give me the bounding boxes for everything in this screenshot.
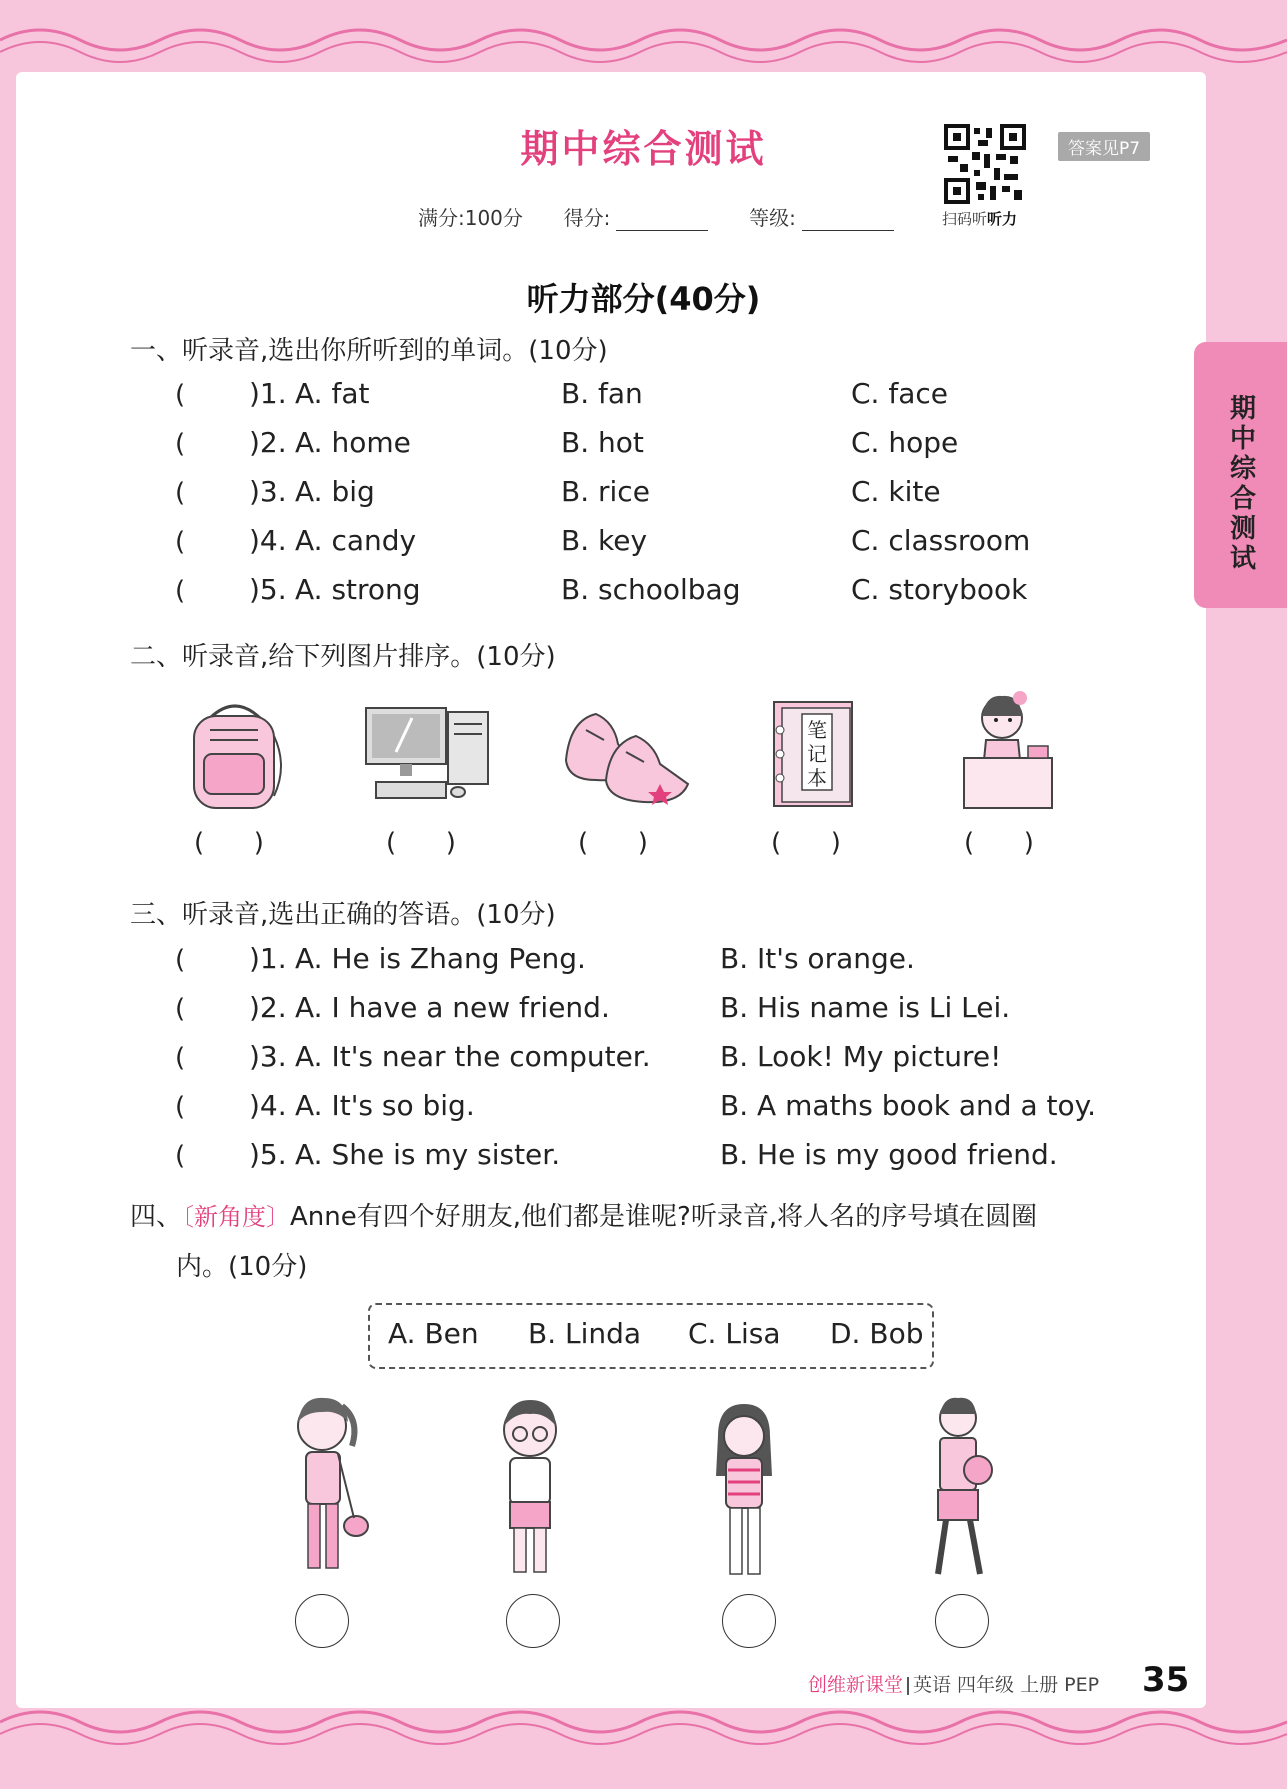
list-item: [175, 942, 915, 975]
item-number: )5.: [249, 573, 287, 606]
q1-heading: 一、听录音,选出你所听到的单词。(10分): [130, 336, 608, 366]
notebook-icon: [770, 700, 856, 810]
name-option: B. Linda: [528, 1317, 642, 1350]
option-a: A. fat: [295, 377, 370, 410]
option-a: A. I have a new friend.: [295, 991, 610, 1024]
item-number: )1.: [249, 377, 287, 410]
answer-circle[interactable]: [506, 1594, 560, 1648]
list-item: [175, 1040, 1002, 1073]
new-angle-tag: 〔新角度〕: [182, 1203, 291, 1231]
option-b: B. schoolbag: [561, 573, 741, 606]
boy-with-glasses-icon: [486, 1392, 576, 1592]
option-b: B. It's orange.: [720, 942, 915, 975]
option-b: B. His name is Li Lei.: [720, 991, 1011, 1024]
page-number: 35: [1142, 1660, 1190, 1700]
qr-caption: [942, 208, 1017, 229]
option-c: C. kite: [851, 475, 941, 508]
name-option: D. Bob: [830, 1317, 924, 1350]
list-item: [175, 573, 1028, 606]
qr-code-icon[interactable]: [944, 124, 1026, 204]
answer-paren[interactable]: (: [175, 1092, 186, 1122]
full-score-label: 满分:100分: [418, 206, 523, 230]
grade-blank[interactable]: [802, 210, 894, 231]
answer-circle[interactable]: [935, 1594, 989, 1648]
answer-paren[interactable]: ( ): [771, 828, 841, 858]
name-option: C. Lisa: [688, 1317, 781, 1350]
answer-paren[interactable]: ( ): [578, 828, 648, 858]
score-line: [418, 202, 894, 231]
option-c: C. hope: [851, 426, 959, 459]
option-a: A. It's near the computer.: [295, 1040, 651, 1073]
option-c: C. classroom: [851, 524, 1031, 557]
option-a: A. It's so big.: [295, 1089, 475, 1122]
footer-divider: [907, 1677, 909, 1695]
side-tab-label: 期中综合测试: [1229, 394, 1256, 574]
item-number: )5.: [249, 1138, 287, 1171]
answer-paren[interactable]: (: [175, 945, 186, 975]
answer-paren[interactable]: (: [175, 1141, 186, 1171]
answer-paren[interactable]: ( ): [386, 828, 456, 858]
score-label: 得分:: [563, 206, 611, 230]
q3-heading: 三、听录音,选出正确的答语。(10分): [130, 900, 556, 930]
girl-long-hair-icon: [700, 1396, 790, 1592]
q4-prefix: 四、: [130, 1202, 183, 1232]
name-option: A. Ben: [388, 1317, 479, 1350]
q4-line2: 内。(10分): [176, 1252, 308, 1282]
boy-with-basketball-icon: [918, 1390, 1008, 1590]
option-b: B. rice: [561, 475, 650, 508]
item-number: )2.: [249, 991, 287, 1024]
answer-paren[interactable]: (: [175, 380, 186, 410]
page-title: 期中综合测试: [520, 127, 767, 171]
list-item: [175, 426, 959, 459]
list-item: [175, 524, 1031, 557]
footer-brand: 创维新课堂: [808, 1674, 904, 1696]
footer-info: 英语 四年级 上册 PEP: [913, 1674, 1100, 1696]
footer: [808, 1670, 1099, 1697]
item-number: )1.: [249, 942, 287, 975]
answer-paren[interactable]: (: [175, 478, 186, 508]
name-options-box: [368, 1303, 934, 1369]
q4-heading: [130, 1196, 1170, 1233]
item-number: )3.: [249, 1040, 287, 1073]
answer-circle[interactable]: [722, 1594, 776, 1648]
q2-heading: 二、听录音,给下列图片排序。(10分): [130, 642, 556, 672]
list-item: [175, 1089, 1097, 1122]
qr-caption-scan: 扫码听: [942, 210, 988, 228]
item-number: )4.: [249, 1089, 287, 1122]
schoolbag-icon: [180, 696, 290, 814]
option-c: C. face: [851, 377, 948, 410]
option-b: B. fan: [561, 377, 643, 410]
answer-circle[interactable]: [295, 1594, 349, 1648]
section-title: 听力部分(40分): [526, 280, 761, 318]
list-item: [175, 1138, 1058, 1171]
item-number: )4.: [249, 524, 287, 557]
option-a: A. home: [295, 426, 411, 459]
answer-paren[interactable]: (: [175, 994, 186, 1024]
option-c: C. storybook: [851, 573, 1028, 606]
answer-reference-badge: 答案见P7: [1058, 132, 1150, 161]
girl-with-bag-icon: [282, 1390, 372, 1590]
answer-paren[interactable]: (: [175, 527, 186, 557]
option-a: A. He is Zhang Peng.: [295, 942, 586, 975]
option-b: B. He is my good friend.: [720, 1138, 1058, 1171]
shoes-icon: [556, 700, 696, 812]
notebook-label: 笔记本: [807, 718, 827, 790]
score-blank[interactable]: [616, 210, 708, 231]
option-b: B. key: [561, 524, 648, 557]
option-b: B. Look! My picture!: [720, 1040, 1002, 1073]
qr-caption-listen: 听力: [987, 210, 1018, 228]
list-item: [175, 991, 1011, 1024]
computer-icon: [362, 702, 494, 812]
option-b: B. hot: [561, 426, 644, 459]
answer-paren[interactable]: ( ): [194, 828, 264, 858]
answer-paren[interactable]: ( ): [964, 828, 1034, 858]
grade-label: 等级:: [749, 206, 796, 230]
answer-paren[interactable]: (: [175, 1043, 186, 1073]
option-a: A. candy: [295, 524, 417, 557]
option-a: A. strong: [295, 573, 421, 606]
item-number: )3.: [249, 475, 287, 508]
answer-paren[interactable]: (: [175, 429, 186, 459]
list-item: [175, 475, 941, 508]
option-a: A. big: [295, 475, 375, 508]
answer-paren[interactable]: (: [175, 576, 186, 606]
girl-at-desk-icon: [958, 684, 1058, 812]
list-item: [175, 377, 948, 410]
q4-line1: Anne有四个好朋友,他们都是谁呢?听录音,将人名的序号填在圆圈: [290, 1202, 1038, 1232]
side-tab: [1194, 342, 1287, 608]
option-b: B. A maths book and a toy.: [720, 1089, 1097, 1122]
option-a: A. She is my sister.: [295, 1138, 561, 1171]
item-number: )2.: [249, 426, 287, 459]
